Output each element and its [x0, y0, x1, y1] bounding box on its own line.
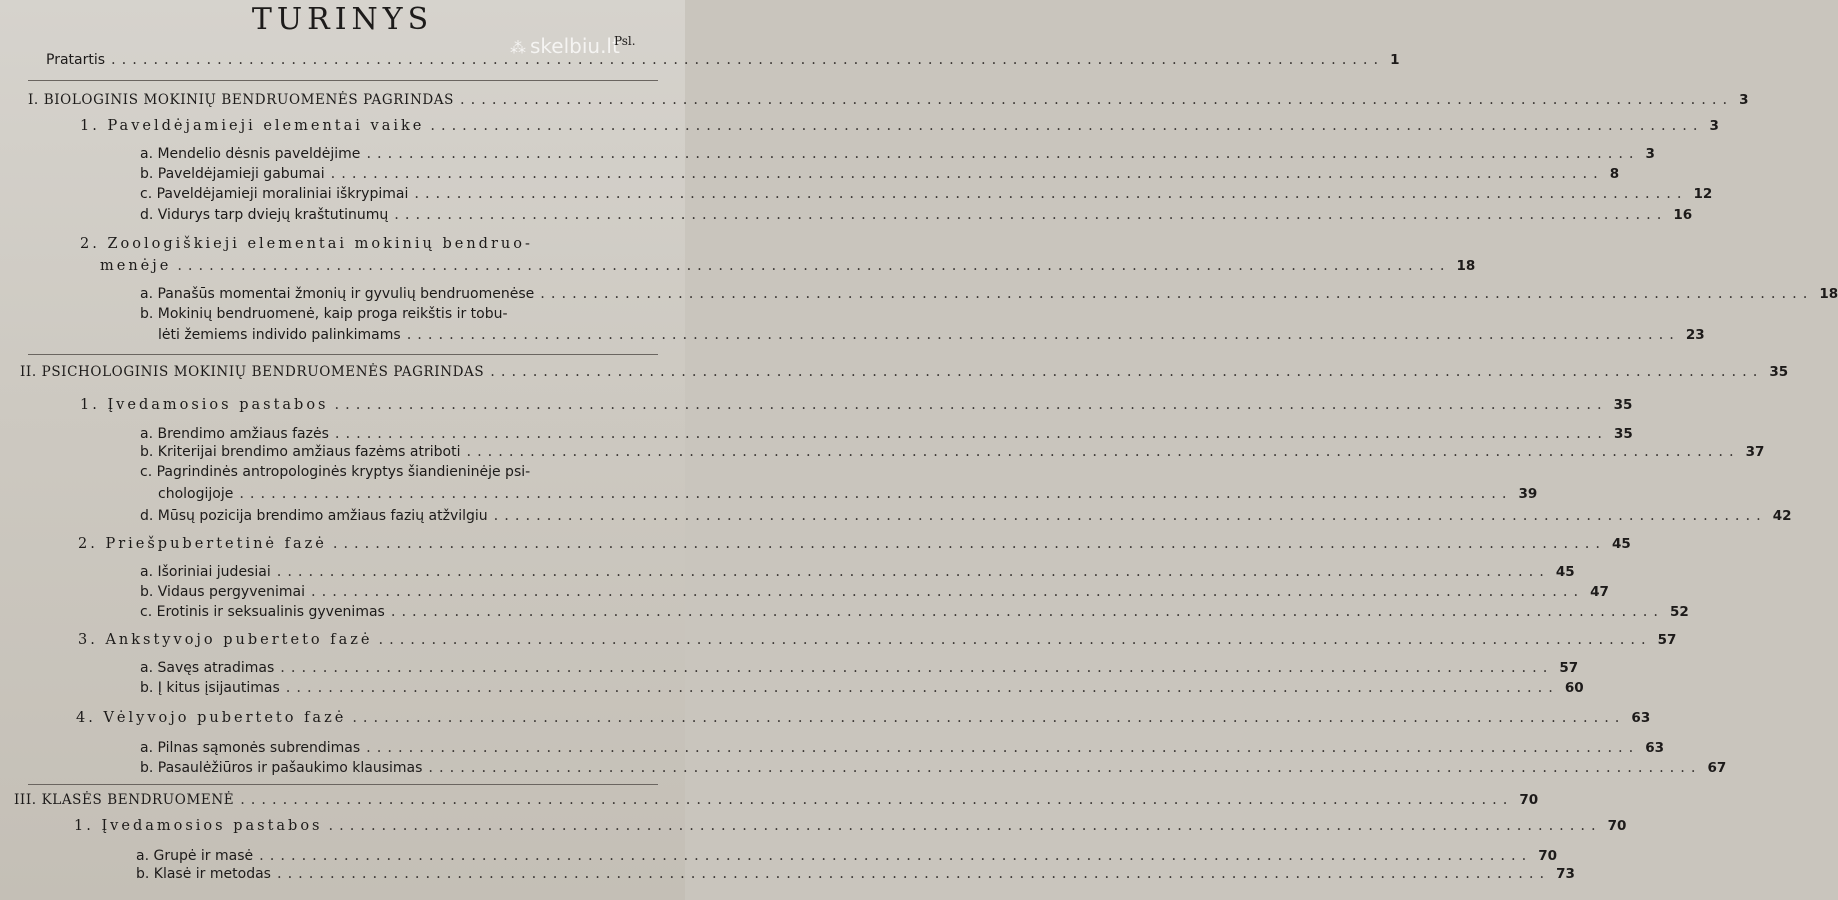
leader-dots: ........................................................................................................................ — [240, 792, 1514, 808]
entry-page: 39 — [1518, 486, 1538, 502]
page-title: TURINYS — [251, 2, 434, 37]
entry-label: a. Savęs atradimas — [140, 660, 275, 676]
entry-label: 1. Įvedamosios pastabos — [80, 397, 329, 413]
entry-page: 47 — [1590, 584, 1609, 600]
leader-dots: ........................................................................................................................ — [285, 680, 1559, 696]
entry-page: 57 — [1657, 632, 1677, 648]
leader-dots: ........................................................................................................................ — [460, 92, 1734, 108]
leader-dots: ........................................................................................................................ — [466, 444, 1740, 460]
watermark-logo-icon: ⁂ — [510, 38, 526, 57]
entry-page: 45 — [1611, 536, 1631, 552]
leader-dots: ........................................................................................................................ — [540, 286, 1814, 302]
leader-dots: ........................................................................................................................ — [378, 632, 1652, 648]
entry-label: II. PSICHOLOGINIS MOKINIŲ BENDRUOMENĖS PAGRINDAS — [20, 364, 485, 380]
leader-dots: ........................................................................................................................ — [366, 740, 1640, 756]
leader-dots: ........................................................................................................................ — [334, 397, 1608, 413]
leader-dots: ........................................................................................................................ — [352, 710, 1626, 726]
divider — [28, 784, 658, 785]
leader-dots: ........................................................................................................................ — [414, 186, 1688, 202]
leader-dots: ........................................................................................................................ — [334, 426, 1608, 442]
toc-section[interactable] — [140, 680, 1584, 696]
leader-dots: ........................................................................................................................ — [366, 146, 1640, 162]
entry-label: b. Vidaus pergyvenimai — [140, 584, 305, 600]
toc-part[interactable] — [14, 792, 1539, 808]
divider — [28, 354, 658, 355]
toc-chapter[interactable] — [78, 632, 1677, 648]
entry-page: 73 — [1556, 866, 1575, 882]
leader-dots: ........................................................................................................................ — [111, 52, 1385, 68]
page-column-header: Psl. — [614, 34, 636, 48]
entry-page: 35 — [1769, 364, 1789, 380]
toc-section[interactable] — [140, 564, 1575, 580]
toc-entry[interactable] — [46, 52, 1400, 68]
entry-label: a. Pilnas sąmonės subrendimas — [140, 740, 361, 756]
entry-label: III. KLASĖS BENDRUOMENĖ — [14, 792, 235, 808]
toc-section[interactable] — [136, 848, 1558, 864]
entry-label: d. Mūsų pozicija brendimo amžiaus fazių atžvilgiu — [140, 508, 488, 524]
entry-label: b. Pasaulėžiūros ir pašaukimo klausimas — [140, 760, 423, 776]
entry-page: 57 — [1559, 660, 1579, 676]
entry-label: a. Grupė ir masė — [136, 848, 254, 864]
leader-dots: ........................................................................................................................ — [239, 486, 1513, 502]
entry-label: lėti žemiems individo palinkimams — [158, 327, 401, 343]
toc-section-line1[interactable] — [140, 464, 530, 480]
entry-label: b. Mokinių bendruomenė, kaip proga reikštis ir tobu- — [140, 306, 508, 322]
toc-section[interactable] — [140, 207, 1693, 223]
entry-label: b. Klasė ir metodas — [136, 866, 271, 882]
leader-dots: ........................................................................................................................ — [332, 536, 1606, 552]
entry-page: 8 — [1609, 166, 1620, 182]
entry-label: c. Pagrindinės antropologinės kryptys šiandieninėje psi- — [140, 464, 531, 480]
toc-chapter[interactable] — [74, 818, 1627, 834]
entry-label: 2. Priešpubertetinė fazė — [78, 536, 327, 552]
entry-page: 70 — [1538, 848, 1558, 864]
entry-label: chologijoje — [158, 486, 234, 502]
entry-page: 3 — [1739, 92, 1749, 108]
entry-page: 45 — [1555, 564, 1575, 580]
leader-dots: ........................................................................................................................ — [276, 564, 1550, 580]
entry-label: b. Paveldėjamieji gabumai — [140, 166, 325, 182]
entry-label: a. Panašūs momentai žmonių ir gyvulių bendruomenėse — [140, 286, 535, 302]
leader-dots: ........................................................................................................................ — [330, 166, 1604, 182]
toc-chapter[interactable] — [78, 536, 1631, 552]
leader-dots: ........................................................................................................................ — [390, 604, 1664, 620]
leader-dots: ........................................................................................................................ — [406, 327, 1680, 343]
entry-page: 35 — [1613, 397, 1633, 413]
watermark-text: skelbiu.lt — [530, 34, 620, 58]
toc-chapter-line1[interactable] — [80, 236, 533, 252]
toc-section[interactable] — [140, 760, 1727, 776]
entry-label: c. Paveldėjamieji moraliniai iškrypimai — [140, 186, 409, 202]
entry-page: 23 — [1685, 327, 1705, 343]
toc-section[interactable] — [140, 660, 1579, 676]
toc-section[interactable] — [140, 584, 1609, 600]
entry-label: b. Kriterijai brendimo amžiaus fazėms atriboti — [140, 444, 461, 460]
entry-page: 37 — [1745, 444, 1765, 460]
entry-label: 1. Įvedamosios pastabos — [74, 818, 323, 834]
leader-dots: ........................................................................................................................ — [428, 760, 1702, 776]
entry-label: a. Išoriniai judesiai — [140, 564, 271, 580]
entry-page: 35 — [1613, 426, 1633, 442]
entry-page: 63 — [1631, 710, 1651, 726]
leader-dots: ........................................................................................................................ — [430, 118, 1704, 134]
toc-section[interactable] — [140, 166, 1620, 182]
entry-page: 3 — [1645, 146, 1655, 162]
entry-label: b. Į kitus įsijautimas — [140, 680, 280, 696]
leader-dots: ........................................................................................................................ — [493, 508, 1767, 524]
divider — [28, 80, 658, 81]
entry-page: 67 — [1707, 760, 1727, 776]
toc-section[interactable] — [140, 186, 1713, 202]
toc-section[interactable] — [140, 508, 1792, 524]
toc-section[interactable] — [136, 866, 1575, 882]
leader-dots: ........................................................................................................................ — [310, 584, 1585, 600]
toc-section[interactable] — [140, 286, 1838, 302]
toc-section-line2[interactable] — [158, 486, 1538, 502]
entry-page: 63 — [1645, 740, 1665, 756]
entry-page: 3 — [1709, 118, 1719, 134]
leader-dots: ........................................................................................................................ — [280, 660, 1554, 676]
entry-label: 3. Ankstyvojo puberteto fazė — [78, 632, 373, 648]
entry-label: 1. Paveldėjamieji elementai vaike — [80, 118, 425, 134]
entry-page: 12 — [1693, 186, 1713, 202]
entry-label: a. Mendelio dėsnis paveldėjime — [140, 146, 361, 162]
entry-label: Pratartis — [46, 52, 106, 68]
toc-chapter[interactable] — [80, 118, 1719, 134]
entry-page: 70 — [1519, 792, 1539, 808]
toc-chapter[interactable] — [80, 397, 1633, 413]
leader-dots: ........................................................................................................................ — [394, 207, 1668, 223]
toc-chapter[interactable] — [76, 710, 1651, 726]
leader-dots: ........................................................................................................................ — [490, 364, 1764, 380]
leader-dots: ........................................................................................................................ — [177, 258, 1451, 274]
entry-page: 16 — [1673, 207, 1693, 223]
entry-page: 18 — [1456, 258, 1476, 274]
toc-section[interactable] — [140, 444, 1765, 460]
toc-part[interactable] — [28, 92, 1749, 108]
toc-section[interactable] — [140, 146, 1655, 162]
entry-page: 18 — [1819, 286, 1838, 302]
entry-label: I. BIOLOGINIS MOKINIŲ BENDRUOMENĖS PAGRINDAS — [28, 92, 455, 108]
leader-dots: ........................................................................................................................ — [259, 848, 1533, 864]
leader-dots: ........................................................................................................................ — [328, 818, 1602, 834]
toc-section-line2[interactable] — [158, 327, 1705, 343]
toc-section[interactable] — [140, 740, 1665, 756]
entry-label: a. Brendimo amžiaus fazės — [140, 426, 329, 442]
entry-label: c. Erotinis ir seksualinis gyvenimas — [140, 604, 385, 620]
entry-page: 42 — [1772, 508, 1792, 524]
toc-part[interactable] — [20, 364, 1789, 380]
leader-dots: ........................................................................................................................ — [276, 866, 1551, 882]
toc-chapter-line2[interactable] — [100, 258, 1476, 274]
entry-label: 4. Vėlyvojo puberteto fazė — [76, 710, 347, 726]
entry-label: 2. Zoologiškieji elementai mokinių bendruo- — [80, 236, 533, 252]
entry-page: 70 — [1607, 818, 1627, 834]
toc-section-line1[interactable] — [140, 306, 508, 322]
entry-page: 60 — [1564, 680, 1584, 696]
toc-section[interactable] — [140, 426, 1633, 442]
entry-label: menėje — [100, 258, 172, 274]
entry-label: d. Vidurys tarp dviejų kraštutinumų — [140, 207, 389, 223]
toc-section[interactable] — [140, 604, 1689, 620]
entry-page: 1 — [1390, 52, 1400, 68]
entry-page: 52 — [1669, 604, 1689, 620]
